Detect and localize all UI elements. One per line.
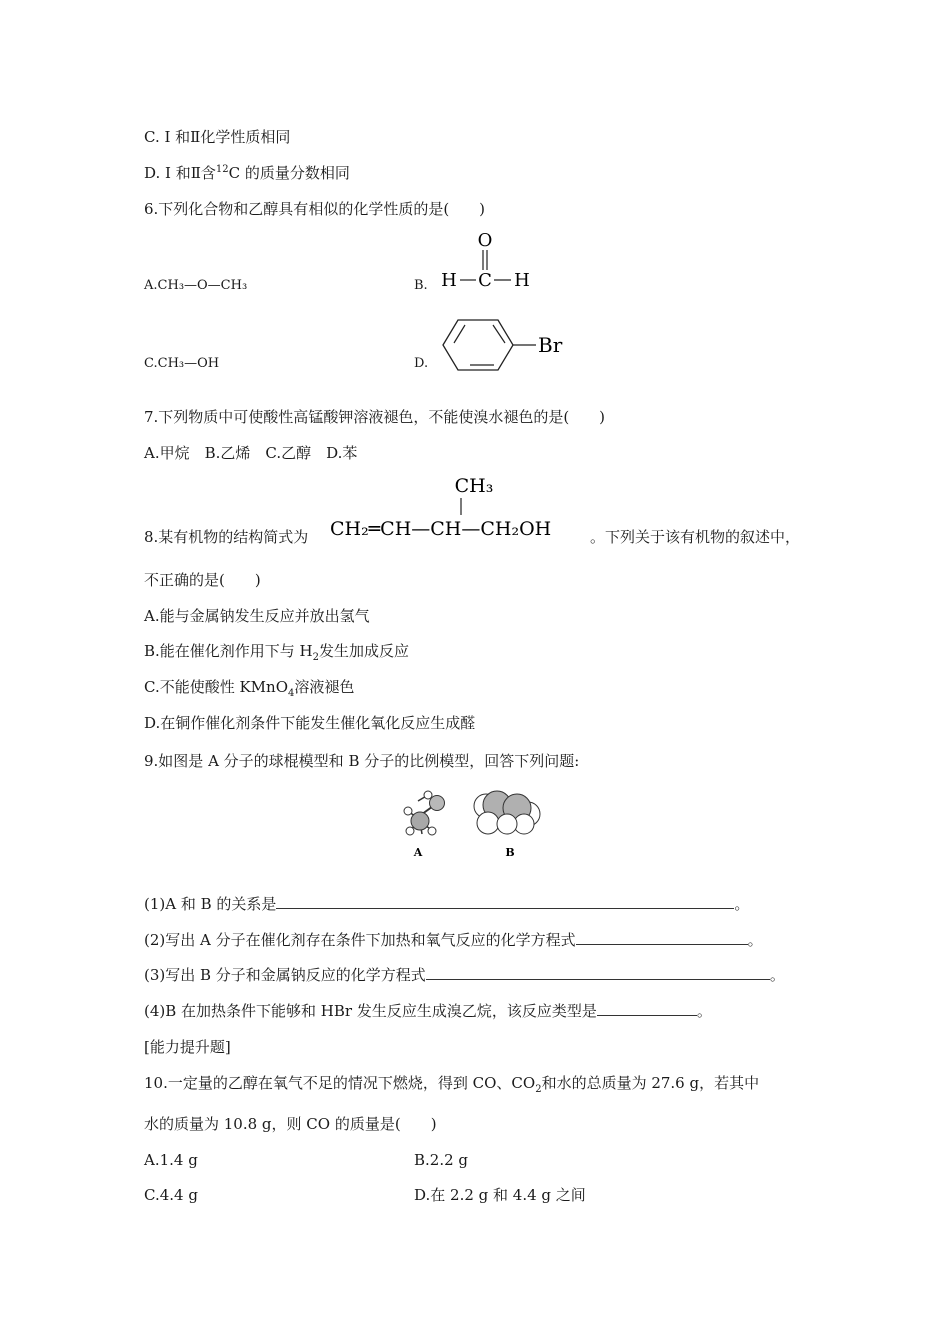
answer-blank-3[interactable] bbox=[426, 965, 770, 980]
model-b-label: B bbox=[505, 846, 515, 859]
q7-stem: 7.下列物质中可使酸性高锰酸钾溶液褪色，不能使溴水褪色的是( ) bbox=[144, 408, 606, 426]
q5-option-c: C. Ⅰ 和Ⅱ化学性质相同 bbox=[144, 128, 291, 146]
q6-formaldehyde-structure bbox=[438, 228, 538, 292]
q9-part-1: (1)A 和 B 的关系是 。 bbox=[144, 895, 750, 913]
formula-main: CH₂═CH—CH—CH₂OH bbox=[330, 518, 552, 540]
q5-option-d: D. Ⅰ 和Ⅱ含$^{12}$C 的质量分数相同 bbox=[144, 164, 350, 182]
q8-stem-line2: 不正确的是( ) bbox=[144, 571, 261, 589]
q6-option-c: C.CH₃—OH bbox=[144, 356, 220, 371]
answer-blank-4[interactable] bbox=[597, 1001, 697, 1016]
model-b-space-filling bbox=[474, 791, 540, 834]
struct-o: O bbox=[477, 230, 493, 251]
section-heading: [能力提升题] bbox=[144, 1038, 231, 1056]
q9-stem: 9.如图是 A 分子的球棍模型和 B 分子的比例模型，回答下列问题: bbox=[144, 752, 580, 770]
q10-option-d: D.在 2.2 g 和 4.4 g 之间 bbox=[414, 1186, 586, 1204]
struct-h-left: H bbox=[441, 270, 457, 291]
struct-h-right: H bbox=[514, 270, 530, 291]
q10-option-a: A.1.4 g bbox=[144, 1151, 198, 1169]
q10-option-b: B.2.2 g bbox=[414, 1151, 469, 1169]
q8-option-b: B.能在催化剂作用下与 $H_2$发生加成反应 bbox=[144, 642, 410, 663]
q8-stem-pre: 8.某有机物的结构简式为 bbox=[144, 528, 309, 546]
q6-stem: 6.下列化合物和乙醇具有相似的化学性质的是( ) bbox=[144, 200, 486, 218]
q7-options: A.甲烷 B.乙烯 C.乙醇 D.苯 bbox=[144, 444, 358, 462]
q6-option-d-label: D. bbox=[414, 356, 429, 371]
q8-option-c: C.不能使酸性 KMnO$_4$溶液褪色 bbox=[144, 678, 355, 699]
q10-stem: 10.一定量的乙醇在氧气不足的情况下燃烧，得到 CO、$CO_2$和水的总质量为 27.6 g，若其中 bbox=[144, 1074, 760, 1095]
q9-part-2: (2)写出 A 分子在催化剂存在条件下加热和氧气反应的化学方程式 。 bbox=[144, 931, 763, 949]
q9-part-3: (3)写出 B 分子和金属钠反应的化学方程式 。 bbox=[144, 966, 785, 984]
formula-branch: CH₃ bbox=[454, 475, 494, 497]
model-a-label: A bbox=[413, 846, 423, 859]
q6-bromobenzene-structure bbox=[438, 316, 578, 376]
q9-part-4: (4)B 在加热条件下能够和 HBr 发生反应生成溴乙烷，该反应类型是 。 bbox=[144, 1002, 712, 1020]
q8-option-a: A.能与金属钠发生反应并放出氢气 bbox=[144, 607, 370, 625]
answer-blank-1[interactable] bbox=[276, 894, 734, 909]
q8-option-d: D.在铜作催化剂条件下能发生催化氧化反应生成醛 bbox=[144, 714, 476, 732]
q10-option-c: C.4.4 g bbox=[144, 1186, 198, 1204]
q6-option-b-label: B. bbox=[414, 278, 428, 293]
q10-stem-line2: 水的质量为 10.8 g，则 CO 的质量是( ) bbox=[144, 1115, 437, 1133]
struct-c: C bbox=[478, 270, 492, 291]
answer-blank-2[interactable] bbox=[576, 930, 748, 945]
bromo-label: Br bbox=[538, 333, 563, 357]
q8-structural-formula bbox=[328, 472, 590, 544]
q9-molecule-models bbox=[396, 786, 566, 862]
model-a-ball-and-stick bbox=[404, 791, 445, 835]
q6-option-a: A.CH₃—O—CH₃ bbox=[144, 278, 248, 293]
q8-stem-post: 。下列关于该有机物的叙述中， bbox=[590, 528, 801, 546]
